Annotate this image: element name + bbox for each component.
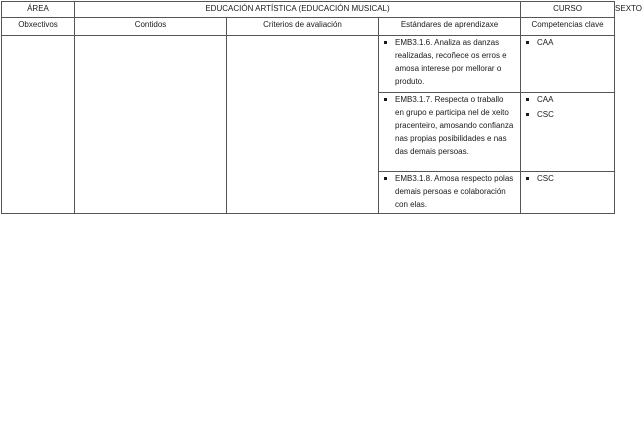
competence-cell: [521, 93, 615, 172]
column-header-contidos: Contidos: [75, 18, 227, 36]
column-header-estandares: Estándares de aprendizaxe: [379, 18, 521, 36]
list-item: [379, 36, 520, 88]
subject-title: EDUCACIÓN ARTÍSTICA (EDUCACIÓN MUSICAL): [75, 2, 521, 18]
curso-label: CURSO: [521, 2, 615, 18]
contidos-cell: [75, 36, 227, 214]
competence-cell: [521, 172, 615, 214]
standard-cell: [379, 172, 521, 214]
list-item: [521, 108, 614, 121]
bullet-icon: [526, 41, 529, 44]
competence-text: CSC: [537, 174, 554, 183]
competence-cell: [521, 36, 615, 93]
area-label: ÁREA: [2, 2, 75, 18]
table-row: [2, 36, 615, 93]
competence-text: CAA: [537, 95, 554, 104]
bullet-icon: [526, 98, 529, 101]
column-header-obxectivos: Obxectivos: [2, 18, 75, 36]
column-header-row: [2, 18, 615, 36]
bullet-icon: [526, 113, 529, 116]
list-item: [379, 172, 520, 211]
standard-cell: [379, 36, 521, 93]
competence-text: CSC: [537, 110, 554, 119]
bullet-icon: [526, 177, 529, 180]
list-item: [521, 36, 614, 49]
bullet-icon: [384, 41, 387, 44]
competence-text: CAA: [537, 38, 554, 47]
list-item: [379, 93, 520, 158]
list-item: [521, 172, 614, 185]
criterios-cell: [227, 36, 379, 214]
column-header-criterios: Criterios de avaliación: [227, 18, 379, 36]
table-header-row: ÁREA EDUCACIÓN ARTÍSTICA (EDUCACIÓN MUSICAL) CURSO SEXTO: [2, 2, 615, 18]
list-item: [521, 93, 614, 106]
standard-text: EMB3.1.7. Respecta o traballo en grupo e participa nel de xeito pracenteiro, amosando confianza nas propias posibilidades e nas das demais persoas.: [395, 95, 514, 156]
obxectivos-cell: [2, 36, 75, 214]
standard-text: EMB3.1.6. Analiza as danzas realizadas, recoñece os erros e amosa interese por mellorar o produto.: [395, 38, 507, 86]
curriculum-table: [1, 1, 642, 214]
column-header-competencias: Competencias clave: [521, 18, 615, 36]
bullet-icon: [384, 98, 387, 101]
standard-cell: [379, 93, 521, 172]
standard-text: EMB3.1.8. Amosa respecto polas demais persoas e colaboración con elas.: [395, 174, 514, 209]
bullet-icon: [384, 177, 387, 180]
